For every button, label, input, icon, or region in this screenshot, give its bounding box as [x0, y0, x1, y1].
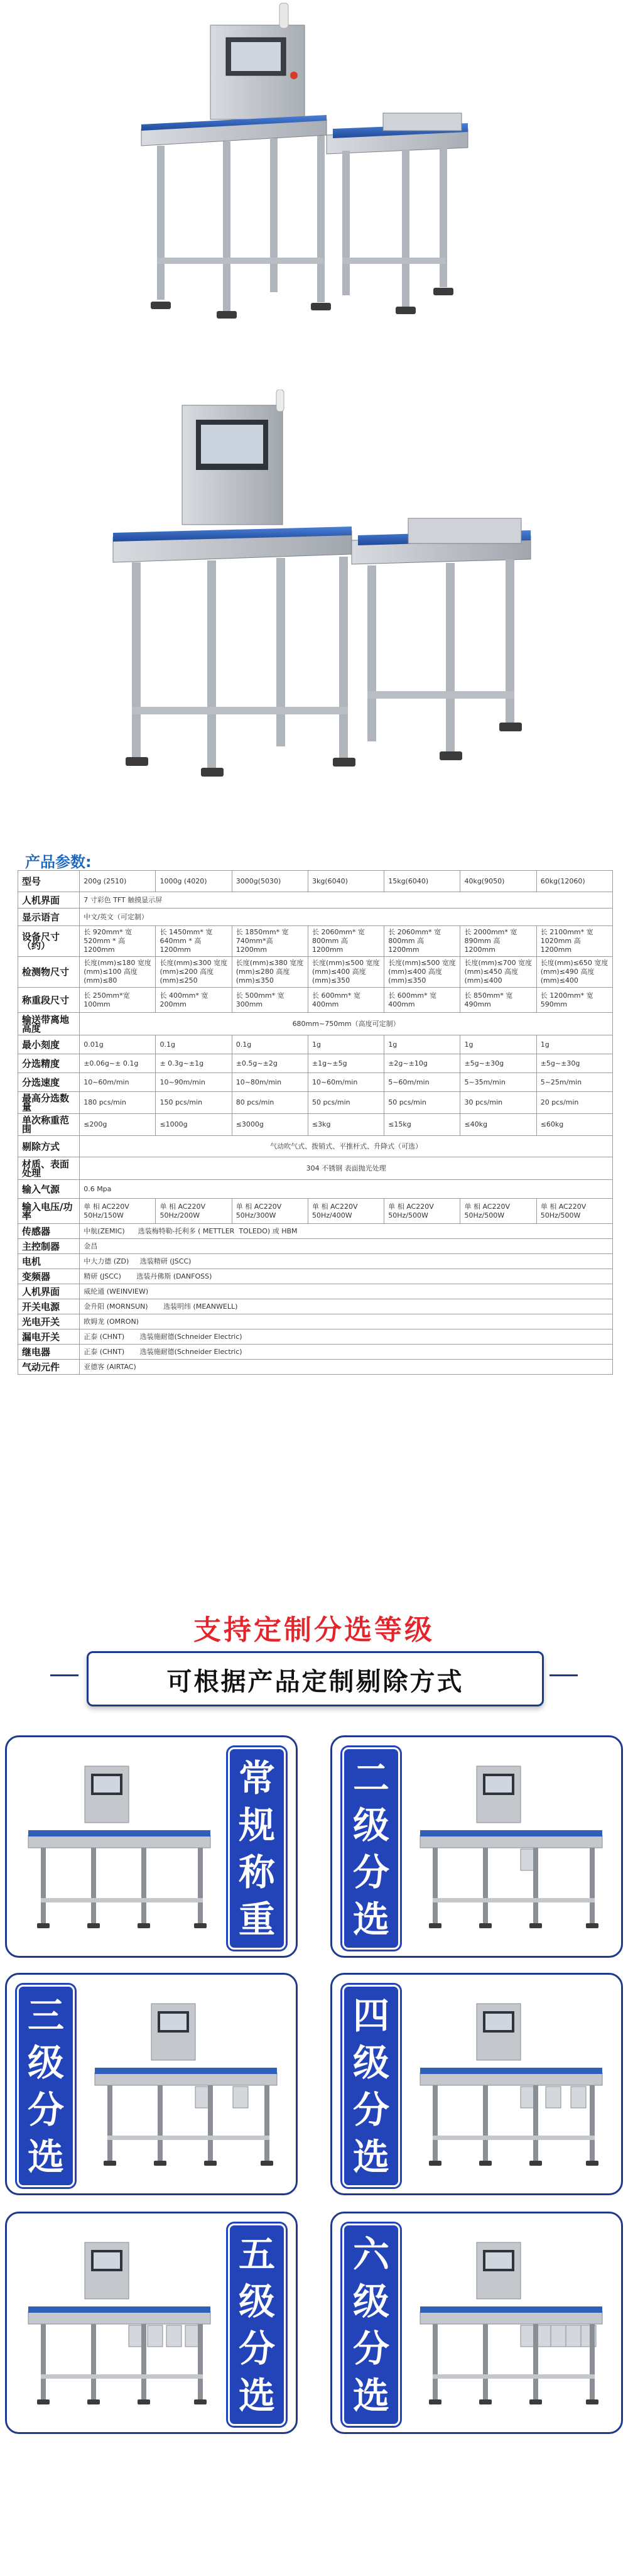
table-cell-span: 304 不锈钢 表面抛光处理 [80, 1157, 613, 1180]
table-row [18, 1329, 613, 1345]
grade-label-char: 级 [352, 1803, 389, 1847]
row-label: 光电开关 [18, 1314, 80, 1329]
table-cell: 5~35m/min [460, 1073, 536, 1092]
table-cell: 长 850mm* 宽 490mm [460, 988, 536, 1013]
grade-label-char: 五 [238, 2232, 275, 2276]
table-cell: 长度(mm)≤300 宽度(mm)≤200 高度(mm)≤250 [156, 957, 232, 988]
table-cell: 长 400mm* 宽 200mm [156, 988, 232, 1013]
grade-label-char: 分 [27, 2088, 64, 2131]
banner-headline: 支持定制分选等级 [193, 1614, 435, 1646]
row-label: 输入气源 [18, 1180, 80, 1199]
row-label: 变频器 [18, 1269, 80, 1284]
table-cell: 长度(mm)≤500 宽度(mm)≤400 高度(mm)≤350 [384, 957, 460, 988]
table-cell: 10~90m/min [156, 1073, 232, 1092]
table-cell: 0.1g [232, 1035, 308, 1054]
table-cell: 3kg(6040) [308, 871, 384, 892]
grade-label-char: 选 [238, 2374, 275, 2417]
table-cell-span: 正泰 (CHNT) 选装施耐德(Schneider Electric) [80, 1345, 613, 1360]
table-cell: 50 pcs/min [308, 1092, 384, 1114]
table-cell-span: 欧姆龙 (OMRON) [80, 1314, 613, 1329]
table-row [18, 909, 613, 926]
table-cell: 5~60m/min [384, 1073, 460, 1092]
table-row [18, 1269, 613, 1284]
table-cell: 长度(mm)≤650 宽度(mm)≤490 高度(mm)≤400 [536, 957, 612, 988]
row-label: 电机 [18, 1254, 80, 1269]
table-cell: 长 1450mm* 宽 640mm * 高 1200mm [156, 926, 232, 957]
table-cell-span: 中大力德 (ZD) 选装精研 (JSCC) [80, 1254, 613, 1269]
grade-card [5, 2212, 298, 2434]
machine-illustration [16, 1747, 223, 1948]
grade-label-char: 六 [352, 2232, 389, 2276]
table-row [18, 1254, 613, 1269]
table-row [18, 1136, 613, 1157]
row-label: 气动元件 [18, 1360, 80, 1375]
table-cell: 1g [384, 1035, 460, 1054]
row-label: 检测物尺寸 [18, 957, 80, 988]
table-row [18, 1092, 613, 1114]
grade-label-char: 选 [27, 2135, 64, 2178]
table-row [18, 1035, 613, 1054]
table-cell: ± 0.3g~±1g [156, 1054, 232, 1073]
row-label: 传感器 [18, 1224, 80, 1239]
row-label: 输送带离地高度 [18, 1013, 80, 1035]
grade-label-char: 常 [238, 1756, 275, 1799]
table-row [18, 957, 613, 988]
table-cell: ±1g~±5g [308, 1054, 384, 1073]
table-cell: 1g [460, 1035, 536, 1054]
table-cell: 长 500mm* 宽 300mm [232, 988, 308, 1013]
grade-label-char: 级 [352, 2041, 389, 2084]
table-row [18, 1073, 613, 1092]
table-row [18, 1054, 613, 1073]
table-cell: ±5g~±30g [536, 1054, 612, 1073]
table-row [18, 871, 613, 892]
table-row [18, 1224, 613, 1239]
row-label: 开关电源 [18, 1299, 80, 1314]
table-row [18, 1114, 613, 1136]
row-label: 人机界面 [18, 892, 80, 909]
table-cell: 10~60m/min [80, 1073, 156, 1092]
table-cell: ≤15kg [384, 1114, 460, 1136]
table-cell: 0.01g [80, 1035, 156, 1054]
table-cell: 0.1g [156, 1035, 232, 1054]
grade-label-char: 二 [352, 1756, 389, 1799]
row-label: 设备尺寸（约） [18, 926, 80, 957]
grade-label-char: 选 [352, 2135, 389, 2178]
grade-label-char: 级 [238, 2279, 275, 2323]
table-cell: 1000g (4020) [156, 871, 232, 892]
table-cell-span: 680mm~750mm（高度可定制） [80, 1013, 613, 1035]
table-cell-span: 中文/英文（可定制） [80, 909, 613, 926]
table-cell-span: 气动吹气式、拨销式、平推杆式、升降式（可选） [80, 1136, 613, 1157]
table-row [18, 1345, 613, 1360]
table-cell: 15kg(6040) [384, 871, 460, 892]
table-row [18, 988, 613, 1013]
table-cell: 50 pcs/min [384, 1092, 460, 1114]
table-cell: 80 pcs/min [232, 1092, 308, 1114]
table-cell: 长度(mm)≤500 宽度(mm)≤400 高度(mm)≤350 [308, 957, 384, 988]
table-cell: 长 2100mm* 宽 1020mm 高 1200mm [536, 926, 612, 957]
product-photo-1 [0, 0, 628, 390]
grade-label-char: 规 [238, 1803, 275, 1847]
row-label: 漏电开关 [18, 1329, 80, 1345]
table-cell: 1g [536, 1035, 612, 1054]
grade-card [5, 1735, 298, 1958]
table-cell: ≤3kg [308, 1114, 384, 1136]
table-cell-span: 威纶通 (WEINVIEW) [80, 1284, 613, 1299]
table-cell: 长 2060mm* 宽 800mm 高 1200mm [384, 926, 460, 957]
grade-label-char: 重 [238, 1897, 275, 1941]
table-cell: 150 pcs/min [156, 1092, 232, 1114]
table-row [18, 1239, 613, 1254]
table-cell-span: 7 寸彩色 TFT 触摸显示屏 [80, 892, 613, 909]
grade-label [228, 2224, 286, 2426]
grade-label-char: 分 [238, 2327, 275, 2370]
table-cell: 长 2000mm* 宽 890mm 高 1200mm [460, 926, 536, 957]
table-cell: 10~60m/min [308, 1073, 384, 1092]
row-label: 分选速度 [18, 1073, 80, 1092]
table-cell: 3000g(5030) [232, 871, 308, 892]
row-label: 单次称重范围 [18, 1114, 80, 1136]
banner-line-left [50, 1674, 78, 1676]
table-row [18, 926, 613, 957]
table-cell-span: 金升阳 (MORNSUN) 选装明纬 (MEANWELL) [80, 1299, 613, 1314]
table-cell: ±0.5g~±2g [232, 1054, 308, 1073]
table-cell: ±5g~±30g [460, 1054, 536, 1073]
grade-label-char: 四 [352, 1994, 389, 2037]
table-row [18, 1199, 613, 1224]
table-cell: ≤60kg [536, 1114, 612, 1136]
row-label: 最小刻度 [18, 1035, 80, 1054]
row-label: 输入电压/功率 [18, 1199, 80, 1224]
table-cell: 长 600mm* 宽 400mm [384, 988, 460, 1013]
table-cell: ≤200g [80, 1114, 156, 1136]
table-cell-span: 亚德客 (AIRTAC) [80, 1360, 613, 1375]
table-cell: 180 pcs/min [80, 1092, 156, 1114]
table-cell-span: 精研 (JSCC) 选装丹佛斯 (DANFOSS) [80, 1269, 613, 1284]
grade-label-char: 分 [352, 1850, 389, 1894]
grade-card [5, 1973, 298, 2195]
table-cell: 长 920mm* 宽 520mm * 高 1200mm [80, 926, 156, 957]
table-cell: ≤3000g [232, 1114, 308, 1136]
table-cell: 长 1850mm* 宽 740mm*高 1200mm [232, 926, 308, 957]
table-cell: 单 相 AC220V 50Hz/200W [156, 1199, 232, 1224]
table-cell: 60kg(12060) [536, 871, 612, 892]
table-cell: 30 pcs/min [460, 1092, 536, 1114]
table-row [18, 1360, 613, 1375]
table-cell: 单 相 AC220V 50Hz/500W [460, 1199, 536, 1224]
table-cell: ±0.06g~± 0.1g [80, 1054, 156, 1073]
banner-subheadline: 可根据产品定制剔除方式 [166, 1667, 464, 1696]
row-label: 型号 [18, 871, 80, 892]
row-label: 最高分选数量 [18, 1092, 80, 1114]
table-cell-span: 正泰 (CHNT) 选装施耐德(Schneider Electric) [80, 1329, 613, 1345]
grade-label [17, 1985, 75, 2187]
machine-illustration [408, 2224, 615, 2425]
machine-illustration [408, 1747, 615, 1948]
row-label: 继电器 [18, 1345, 80, 1360]
row-label: 主控制器 [18, 1239, 80, 1254]
grade-label [228, 1747, 286, 1950]
grade-label [342, 2224, 400, 2426]
product-photo-2 [0, 390, 628, 842]
table-row [18, 1157, 613, 1180]
grade-label [342, 1985, 400, 2187]
spec-table [18, 870, 613, 1375]
table-cell: ±2g~±10g [384, 1054, 460, 1073]
table-cell: 长 1200mm* 宽 590mm [536, 988, 612, 1013]
table-cell: 长 600mm* 宽 400mm [308, 988, 384, 1013]
machine-illustration [82, 1985, 290, 2186]
table-cell: 单 相 AC220V 50Hz/500W [384, 1199, 460, 1224]
grade-label-char: 分 [352, 2327, 389, 2370]
table-row [18, 1284, 613, 1299]
grade-label-char: 分 [352, 2088, 389, 2131]
table-cell: 20 pcs/min [536, 1092, 612, 1114]
table-cell: ≤40kg [460, 1114, 536, 1136]
table-cell: 单 相 AC220V 50Hz/400W [308, 1199, 384, 1224]
grade-label [342, 1747, 400, 1950]
banner-box [87, 1651, 544, 1706]
table-cell: 40kg(9050) [460, 871, 536, 892]
grade-label-char: 选 [352, 2374, 389, 2417]
table-cell: 200g (2510) [80, 871, 156, 892]
table-cell: 长度(mm)≤700 宽度(mm)≤450 高度(mm)≤400 [460, 957, 536, 988]
table-row [18, 1013, 613, 1035]
table-cell: 单 相 AC220V 50Hz/500W [536, 1199, 612, 1224]
table-cell: 单 相 AC220V 50Hz/150W [80, 1199, 156, 1224]
row-label: 材质、表面处理 [18, 1157, 80, 1180]
grade-card [330, 1735, 623, 1958]
row-label: 称重段尺寸 [18, 988, 80, 1013]
table-cell-span: 中航(ZEMIC) 选装梅特勒-托利多 ( METTLER TOLEDO) 或 HBM [80, 1224, 613, 1239]
table-cell: ≤1000g [156, 1114, 232, 1136]
row-label: 分选精度 [18, 1054, 80, 1073]
grade-label-char: 选 [352, 1897, 389, 1941]
table-row [18, 1299, 613, 1314]
grade-label-char: 称 [238, 1850, 275, 1894]
table-cell: 长度(mm)≤380 宽度(mm)≤280 高度(mm)≤350 [232, 957, 308, 988]
machine-illustration [16, 2224, 223, 2425]
grade-card [330, 2212, 623, 2434]
table-cell: 10~80m/min [232, 1073, 308, 1092]
row-label: 人机界面 [18, 1284, 80, 1299]
table-row [18, 1180, 613, 1199]
table-cell: 长度(mm)≤180 宽度(mm)≤100 高度(mm)≤80 [80, 957, 156, 988]
table-row [18, 892, 613, 909]
banner-line-right [550, 1674, 578, 1676]
spec-title: 产品参数: [25, 853, 92, 871]
table-cell: 单 相 AC220V 50Hz/300W [232, 1199, 308, 1224]
row-label: 显示语言 [18, 909, 80, 926]
table-cell-span: 金昌 [80, 1239, 613, 1254]
machine-illustration [408, 1985, 615, 2186]
grade-label-char: 级 [352, 2279, 389, 2323]
table-cell-span: 0.6 Mpa [80, 1180, 613, 1199]
table-row [18, 1314, 613, 1329]
table-cell: 1g [308, 1035, 384, 1054]
row-label: 剔除方式 [18, 1136, 80, 1157]
grade-label-char: 级 [27, 2041, 64, 2084]
grade-card [330, 1973, 623, 2195]
grade-label-char: 三 [27, 1994, 64, 2037]
table-cell: 长 250mm*宽 100mm [80, 988, 156, 1013]
table-cell: 5~25m/min [536, 1073, 612, 1092]
table-cell: 长 2060mm* 宽 800mm 高 1200mm [308, 926, 384, 957]
